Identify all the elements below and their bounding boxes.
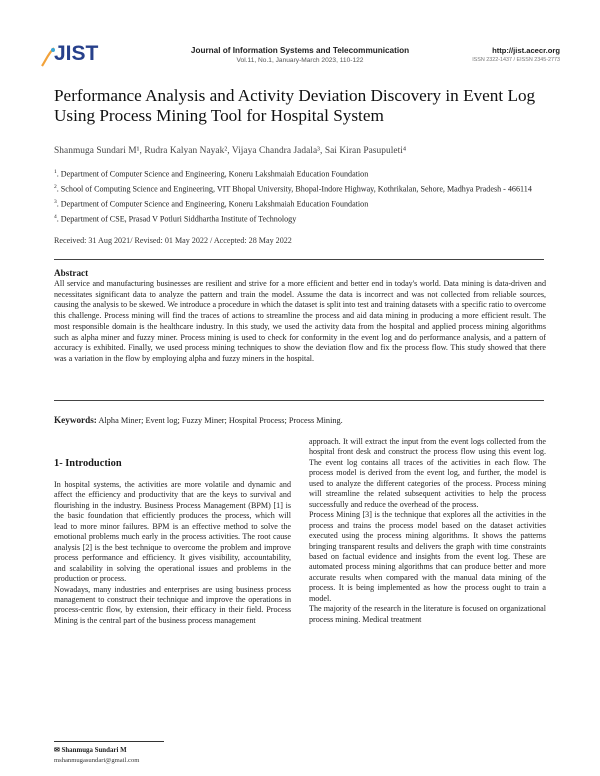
journal-name: Journal of Information Systems and Telecommunication — [190, 46, 410, 55]
affiliation-4: $^4$. Department of CSE, Prasad V Potluri Siddhartha Institute of Technology — [54, 213, 297, 224]
journal-info — [160, 46, 440, 64]
affiliation-2: $^2$. School of Computing Science and Engineering, VIT Bhopal University, Bhopal-Indore Highway, Kothrikalan, Sehore, Madhya Pradesh - 466114 — [54, 183, 532, 194]
paragraph: Nowadays, many industries and enterprises are using business process management to construct their technique and improve the operations in process-centric flow, by extension, their efficacy in their field. Process Mining is the central part of the business process management — [54, 584, 291, 625]
abstract-top-rule — [54, 259, 544, 260]
logo-text: JIST — [54, 42, 99, 65]
abstract-heading: Abstract — [54, 268, 89, 278]
journal-url-link[interactable]: http://jist.acecr.org — [492, 46, 560, 55]
author-list: Shanmuga Sundari M¹, Rudra Kalyan Nayak², Vijaya Chandra Jadala³, Sai Kiran Pasupuleti⁴ — [54, 146, 407, 156]
affiliation-3: $^3$. Department of Computer Science and Engineering, Koneru Lakshmaiah Education Foundation — [54, 198, 369, 209]
paper-title: Performance Analysis and Activity Deviation Discovery in Event Log Using Process Mining Tool for Hospital System — [54, 86, 536, 125]
section-heading-introduction: 1- Introduction — [54, 458, 122, 469]
right-column — [309, 437, 546, 625]
submission-dates: Received: 31 Aug 2021/ Revised: 01 May 2022 / Accepted: 28 May 2022 — [54, 236, 292, 245]
corresponding-email-link[interactable]: mshanmugasundari@gmail.com — [54, 757, 140, 764]
abstract-body: All service and manufacturing businesses are resilient and strive for a more efficient and better end in today's world. Data mining is data-driven and necessitates significant data to analyze the pattern and train the model. Assume the data is incorrect and was not collected from reliable sources, causing the analysis to be skewed. We introduce a procedure in which the dataset is split into test and training datasets with a specific ratio to overcome this challenge. Process mining will find the traces of actions to streamline the process and aid data mining in producing a more efficient result. The most responsible domain is the healthcare industry. In this study, we used the activity data from the hospital and applied process mining algorithms such as alpha miner and fuzzy miner. Process mining is used to check for conformity in the event log and do performance analysis, and a pattern of accuracy is exhibited. Finally, we used process mining techniques to show the deviation flow and fix the process flow. This study showed that there was a variation in the flow by employing alpha and fuzzy miners in the hospital. — [54, 279, 546, 363]
journal-header — [40, 38, 560, 74]
paragraph: The majority of the research in the literature is focused on organizational process mining. Medical treatment — [309, 604, 546, 624]
corresponding-author: ✉ Shanmuga Sundari M — [54, 747, 127, 754]
abstract-bottom-rule — [54, 400, 544, 401]
envelope-icon: ✉ — [54, 747, 60, 754]
keywords — [54, 415, 546, 425]
journal-logo — [40, 40, 118, 70]
footnote-rule — [54, 741, 164, 742]
affiliations — [54, 167, 554, 227]
affiliation-1: $^1$. Department of Computer Science and Engineering, Koneru Lakshmaiah Education Foundation — [54, 169, 369, 179]
keywords-text: Alpha Miner; Event log; Fuzzy Miner; Hospital Process; Process Mining. — [96, 416, 343, 425]
paragraph: In hospital systems, the activities are more volatile and dynamic and affect the efficiency and productivity that are the keys to survival and flourishing in the industry. Business Process Management (BPM) [1] is the basic foundation that efficiently produces the process, which will lead to more minor failures. BPM is an effective method to solve the emotional problems much early in the process activities. The root cause analysis [2] is the best technique to overcome the problem and improve process performance and efficiency. It gives visibility, accountability, and scalability in solving the operational issues and problems in the production or process. — [54, 480, 291, 584]
journal-links — [472, 46, 560, 63]
volume-info: Vol.11, No.1, January-March 2023, 110-122 — [236, 57, 364, 64]
keywords-label: Keywords: — [54, 415, 97, 425]
paragraph: approach. It will extract the input from the event logs collected from the hospital front desk and construct the process flow using this event log. The event log contains all traces of the activities in each flow. The process model is derived from the event log, and further, the model is used to analyze the different categories of the process. Process mining will streamline the related subsequent activities to help the process successfully and reduce the overhead of the process. — [309, 437, 546, 509]
paragraph: Process Mining [3] is the technique that explores all the activities in the process and trains the process model based on the dataset activities executed using the process mining algorithms. It shows the patterns bringing transparent results and delivers the graph with time constraints based on factual evidence and insights from the event log. These are automated process mining algorithms that can produce better and more accurate results when compared with the manual data mining of the process. It is being implemented as how the process ought to train a model. — [309, 510, 546, 603]
left-column — [54, 480, 291, 626]
issn: ISSN 2322-1437 / EISSN 2345-2773 — [472, 57, 560, 63]
